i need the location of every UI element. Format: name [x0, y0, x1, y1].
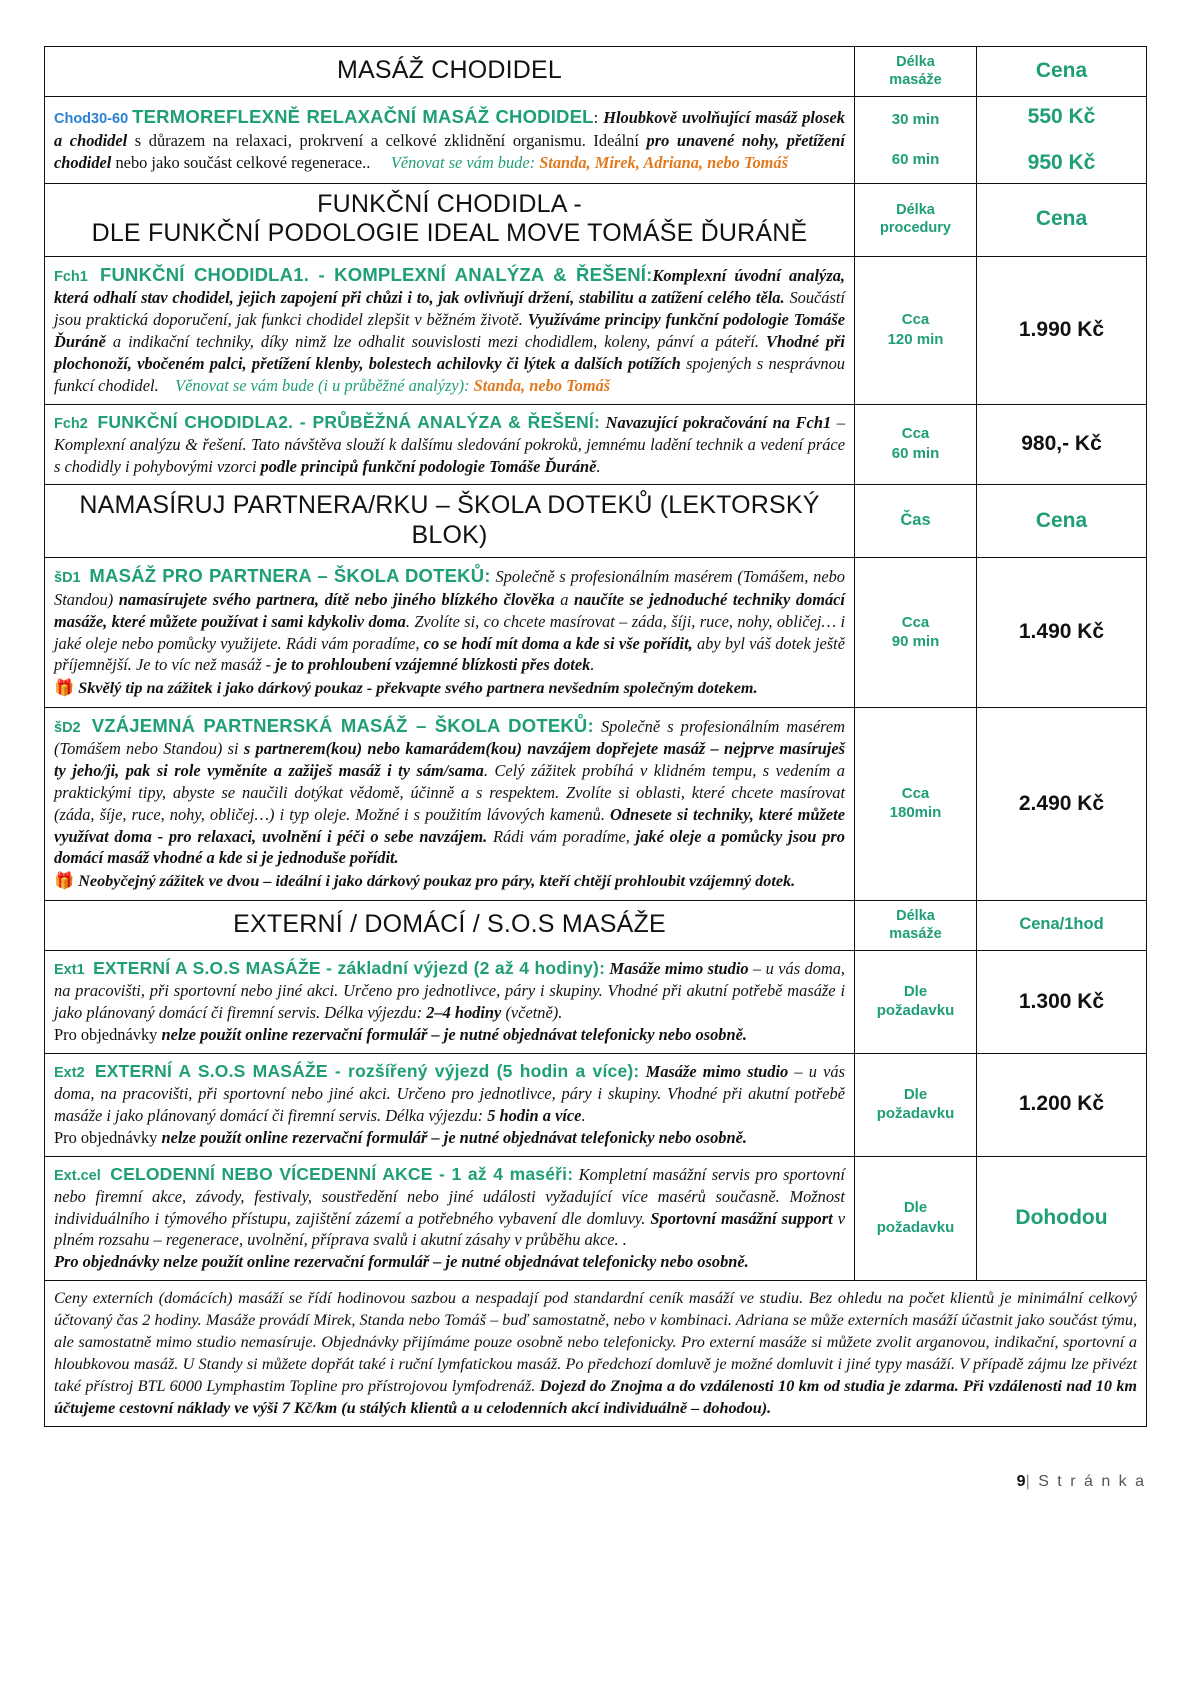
service-text-3: 5 hodin a více — [487, 1105, 582, 1125]
service-text-5: . Zvolíte si, co chcete masírovat – záda, šíji, ruce, nohy, obličej… i jaké oleje nebo pomůcky využijete. Rádi vám poradíme, — [54, 611, 845, 653]
service-duration — [855, 404, 977, 485]
service-text-3: . Celý zážitek probíhá v klidném tempu, s vedením a praktickými tipy, abyste se naučili dotýkat vědomě, účinně a s respektem. Zvolíte si oblasti, které chcete masírovat (záda, šíje, ruce, nohy, obličej…) i typ oleje. Možné i s použitím lávových kamenů. — [54, 761, 845, 824]
gift-icon: 🎁 — [54, 679, 75, 698]
section-title-sub: (LEKTORSKÝ BLOK) — [411, 491, 820, 549]
duration-option-2: 60 min — [891, 150, 940, 168]
section-header-row-chodidel — [45, 47, 1147, 97]
service-price: 1.200 Kč — [977, 1053, 1147, 1156]
service-description-sd1 — [45, 558, 855, 707]
service-text-6: co se hodí mít doma a kde si vše pořídit, — [423, 633, 693, 653]
service-title: CELODENNÍ NEBO VÍCEDENNÍ AKCE - 1 až 4 maséři: — [110, 1163, 574, 1184]
service-duration — [855, 951, 977, 1054]
duration-line1: Cca — [901, 425, 930, 443]
section-title-externi: EXTERNÍ / DOMÁCÍ / S.O.S MASÁŽE — [45, 900, 855, 950]
duration-line2: požadavku — [876, 1002, 955, 1020]
column-header-duration: Čas — [855, 485, 977, 558]
service-text-2: namasírujete svého partnera, dítě nebo jiného blízkého člověka — [118, 590, 555, 609]
service-text-4: . — [622, 1230, 627, 1250]
service-title: VZÁJEMNÁ PARTNERSKÁ MASÁŽ – ŠKOLA DOTEKŮ: — [91, 714, 594, 736]
page-word: S t r á n k a — [1038, 1473, 1146, 1491]
service-text-3: v plném rozsahu – regenerace, uvolnění, příprava svalů i akutní zásahy v průběhu akce. — [54, 1208, 845, 1250]
staff-note — [175, 376, 610, 395]
duration-line1: Cca — [901, 311, 930, 329]
duration-line2: 120 min — [887, 330, 944, 348]
service-price: 2.490 Kč — [977, 707, 1147, 900]
service-duration — [855, 707, 977, 900]
service-text-4: naučíte se jednoduché techniky domácí masáže, které můžete používat i sami kdykoliv doma — [54, 590, 845, 631]
service-duration — [855, 1053, 977, 1156]
staff-note-names: Standa, Mirek, Adriana, nebo Tomáš — [539, 152, 788, 172]
service-text-4: . — [581, 1105, 586, 1125]
order-note-line — [54, 1127, 845, 1149]
section-title-main: NAMASÍRUJ PARTNERA/RKU – ŠKOLA DOTEKŮ — [79, 491, 653, 520]
order-note-line — [54, 1024, 845, 1046]
section-title-skola-doteku — [45, 485, 855, 558]
service-text-5: Rádi vám poradíme, — [493, 826, 630, 846]
price-list-table — [44, 46, 1147, 1427]
duration-header-line1: Délka — [896, 907, 935, 924]
service-price: Dohodou — [977, 1156, 1147, 1281]
gift-icon: 🎁 — [54, 872, 75, 891]
service-text-2: s partnerem(kou) nebo kamarádem(kou) navzájem dopřejete masáž – nejprve masíruješ ty jeho/ji, pak si role vyměníte a zažiješ masáž i ty sám/sama — [54, 739, 845, 781]
service-duration — [855, 558, 977, 707]
service-price: 980,- Kč — [977, 404, 1147, 485]
duration-line2: požadavku — [876, 1105, 955, 1123]
service-tip-text: Neobyčejný zážitek ve dvou – ideální i jako dárkový poukaz pro páry, kteří chtějí prohloubit vzájemný dotek. — [78, 872, 796, 891]
table-row — [45, 707, 1147, 900]
service-description-chod30-60 — [45, 97, 855, 184]
table-row — [45, 1053, 1147, 1156]
duration-header-line2: masáže — [889, 925, 942, 942]
service-text-3: podle principů funkční podologie Tomáše Ďuráně — [260, 456, 597, 476]
service-title: TERMOREFLEXNĚ RELAXAČNÍ MASÁŽ CHODIDEL — [132, 106, 594, 128]
table-row — [45, 97, 1147, 184]
service-code: Chod30-60 — [54, 111, 129, 128]
section-title-chodidel: MASÁŽ CHODIDEL — [45, 47, 855, 97]
service-description-extcel — [45, 1156, 855, 1281]
service-title: EXTERNÍ A S.O.S MASÁŽE - rozšířený výjezd (5 hodin a více): — [94, 1060, 640, 1081]
service-text-1: Navazující pokračování na Fch1 — [605, 412, 832, 432]
duration-line1: Dle — [903, 1199, 928, 1217]
table-row — [45, 558, 1147, 707]
service-code: Ext2 — [54, 1064, 85, 1081]
service-price: 1.300 Kč — [977, 951, 1147, 1054]
table-row — [45, 404, 1147, 485]
section-title-line2: DLE FUNKČNÍ PODOLOGIE IDEAL MOVE TOMÁŠE ĎURÁNĚ — [91, 219, 808, 248]
service-price: 1.490 Kč — [977, 558, 1147, 707]
service-text-1: Hloubkově uvolňující masáž plosek a chodidel — [54, 108, 845, 151]
page-footer — [44, 1473, 1146, 1491]
footer-note-bold: Dojezd do Znojma a do vzdálenosti 10 km od studia je zdarma. Při vzdálenosti nad 10 km účtujeme cestovní náklady ve výši 7 Kč/km (u stálých klientů a u celodenních akcí individuálně – dohodou). — [54, 1377, 1138, 1418]
service-title: MASÁŽ PRO PARTNERA – ŠKOLA DOTEKŮ: — [89, 565, 491, 587]
duration-option-1: 30 min — [891, 111, 940, 129]
service-text-4: a indikační techniky, díky nimž lze odhalit souvislosti mezi chodidlem, koleny, pánví a páteří. — [112, 332, 760, 352]
service-text-7: aby byl váš dotek ještě příjemnější. Je to víc než masáž - — [54, 633, 845, 675]
service-description-ext1 — [45, 951, 855, 1054]
duration-line1: Cca — [901, 784, 930, 802]
table-row — [45, 256, 1147, 404]
service-text-4: (včetně). — [505, 1003, 563, 1023]
service-text-5: Pro objednávky — [54, 1127, 158, 1147]
footer-note-row — [45, 1281, 1147, 1427]
duration-line1: Dle — [903, 1085, 928, 1103]
service-text-3: 2–4 hodiny — [426, 1003, 502, 1023]
service-text-1: Společně s profesionálním masérem (Tomášem, nebo Standou) — [54, 567, 845, 609]
service-text-1: Komplexní úvodní analýza, která odhalí stav chodidel, jejich zapojení při chůzi i to, jak ovlivňují držení, stabilitu a zatížení celého těla. — [54, 265, 845, 308]
section-header-row-skola-doteku — [45, 485, 1147, 558]
service-text-3: Využíváme principy funkční podologie Tomáše Ďuráně — [54, 310, 845, 352]
section-title-funkcni-chodidla — [45, 183, 855, 256]
service-text-6: nelze použít online rezervační formulář – je nutné objednávat telefonicky nebo osobně. — [161, 1024, 747, 1044]
service-duration — [855, 256, 977, 404]
column-header-price: Cena — [977, 183, 1147, 256]
duration-header-line1: Délka — [896, 54, 935, 70]
table-row — [45, 1156, 1147, 1281]
service-code: Ext.cel — [54, 1167, 101, 1184]
service-text-2: – Komplexní analýzu & řešení. Tato návštěva slouží k dalšímu sledování pokroků, jemnému ladění technik a vedení práce s chodidly i pohybovými vzorci — [54, 412, 845, 476]
column-header-duration — [855, 183, 977, 256]
service-text-5: Vhodné při plochonoží, vbočeném palci, přetížení klenby, bolestech achilovky či lýtek a dalších potížích — [54, 332, 845, 373]
service-text-4: nebo jako součást celkové regenerace.. — [115, 152, 371, 172]
service-price: 1.990 Kč — [977, 256, 1147, 404]
service-text-2: Součástí jsou praktická doporučení, jak funkci chodidel zlepšit v běžném životě. — [54, 288, 845, 330]
column-header-duration — [855, 900, 977, 950]
staff-note — [391, 153, 788, 172]
service-text-6: nelze použít online rezervační formulář – je nutné objednávat telefonicky nebo osobně. — [161, 1127, 747, 1147]
service-text-2: – u vás doma, na pracovišti, při sportovní nebo jiné akci. Určeno pro jednotlivce, páry i skupiny. Vhodné při akutní potřebě masáže i jako plánovaný domácí či firemní servis. Délka výjezdu: — [54, 959, 846, 1023]
service-text-1: Masáže mimo studio — [609, 959, 749, 979]
service-text-1: Kompletní masážní servis pro sportovní nebo firemní akce, závody, festivaly, soustředění nebo jiné události vyžadující více masérů současně. Možnost individuálního i týmového přístupu, zajištění zázemí a potřebného vybavení dle domluvy. — [54, 1164, 845, 1228]
footer-note-text: Ceny externích (domácích) masáží se řídí hodinovou sazbou a nespadají pod standardní ceník masáží ve studiu. Bez ohledu na počet klientů je minimální celkový účtovaný čas 2 hodiny. Masáže provádí Mirek, Standa nebo Tomáš – buď samostatně, nebo v kombinaci. Adriana se může externích masáží účastnit jako součást týmu, ale samostatně mimo studio nemasíruje. Objednávky přijímáme pouze osobně nebo telefonicky. Pro externí masáže si můžete zvolit arganovou, indikační, sportovní a hloubkovou masáž. U Standy si můžete dopřát také i ruční lymfatickou masáž. Po předchozí domluvě je možné domluvit i jiné typy masáží. V případě zájmu lze přivézt také přístroj BTL 6000 Lymphastim Topline pro přístrojovou lymfodrenáž. — [54, 1289, 1137, 1396]
service-tip-text: Skvělý tip na zážitek i jako dárkový poukaz - překvapte svého partnera nevšedním společným dotekem. — [78, 679, 758, 698]
column-header-price: Cena — [977, 485, 1147, 558]
duration-line2: 60 min — [891, 444, 940, 462]
service-code: Ext1 — [54, 962, 85, 979]
duration-line2: 180min — [889, 804, 942, 822]
service-text-9: . — [590, 655, 595, 675]
duration-line1: Cca — [901, 613, 930, 631]
service-title: EXTERNÍ A S.O.S MASÁŽE - základní výjezd (2 až 4 hodiny): — [93, 958, 606, 979]
order-note-line — [54, 1251, 845, 1273]
service-code: Fch1 — [54, 268, 88, 285]
service-text-6: spojených s nesprávnou funkcí chodidel. — [54, 353, 846, 395]
service-text-2: Sportovní masážní support — [650, 1208, 833, 1228]
service-description-fch1 — [45, 256, 855, 404]
price-option-2: 950 Kč — [1027, 150, 1096, 174]
service-description-fch2 — [45, 404, 855, 485]
column-header-duration — [855, 47, 977, 97]
service-text-3: a — [560, 590, 569, 609]
duration-line1: Dle — [903, 982, 928, 1000]
service-duration — [855, 1156, 977, 1281]
service-price — [977, 97, 1147, 184]
service-code: šD2 — [54, 719, 81, 736]
service-code: Fch2 — [54, 415, 88, 432]
duration-header-line2: procedury — [880, 220, 951, 237]
section-header-row-externi — [45, 900, 1147, 950]
duration-header-line1: Délka — [896, 202, 935, 219]
service-text-6: jaké oleje a pomůcky jsou pro domácí masáž vhodné a kde si je jednoduše pořídit. — [54, 826, 845, 868]
service-tip-line — [54, 871, 845, 893]
table-row — [45, 951, 1147, 1054]
column-header-price: Cena — [977, 47, 1147, 97]
duration-line2: 90 min — [891, 633, 940, 651]
page-separator: | — [1025, 1473, 1032, 1491]
service-code: šD1 — [54, 570, 81, 587]
staff-note-names: Standa, nebo Tomáš — [473, 375, 611, 395]
service-text-1: Masáže mimo studio — [645, 1061, 789, 1081]
service-text-8: je to prohloubení vzájemné blízkosti přes dotek — [275, 655, 591, 675]
service-text-1: Společně s profesionálním masérem (Tomášem nebo Standou) si — [54, 716, 845, 759]
service-title: FUNKČNÍ CHODIDLA2. - PRŮBĚŽNÁ ANALÝZA & ŘEŠENÍ: — [97, 411, 601, 432]
staff-note-lead: Věnovat se vám bude: — [390, 152, 540, 172]
duration-header-line2: masáže — [889, 72, 942, 89]
service-description-sd2 — [45, 707, 855, 900]
service-tip-line — [54, 678, 845, 700]
service-duration — [855, 97, 977, 184]
service-text-2: s důrazem na relaxaci, prokrvení a celkové zklidnění organismu. Ideální — [134, 131, 639, 151]
service-title: FUNKČNÍ CHODIDLA1. - KOMPLEXNÍ ANALÝZA & ŘEŠENÍ: — [99, 263, 653, 285]
staff-note-lead: Věnovat se vám bude (i u průběžné analýzy): — [175, 375, 474, 395]
service-text-2: – u vás doma, na pracovišti, při sportovní nebo jiné akci. Určeno pro jednotlivce, páry i skupiny. Vhodné při akutní potřebě masáže i jako plánovaný domácí či firemní servis. Délka výjezdu: — [54, 1061, 845, 1125]
service-description-ext2 — [45, 1053, 855, 1156]
page-number: 9 — [1016, 1473, 1026, 1491]
service-text-5: Pro objednávky nelze použít online rezervační formulář – je nutné objednávat telefonicky nebo osobně. — [54, 1252, 749, 1272]
section-header-row-funkcni-chodidla — [45, 183, 1147, 256]
column-header-price: Cena/1hod — [977, 900, 1147, 950]
price-option-1: 550 Kč — [1027, 105, 1096, 129]
duration-line2: požadavku — [876, 1218, 955, 1236]
colon: : — [593, 108, 604, 128]
service-text-5: Pro objednávky — [54, 1024, 158, 1044]
footer-note — [45, 1281, 1147, 1427]
service-text-4: . — [596, 456, 601, 476]
service-text-3: pro unavené nohy, přetížení chodidel — [54, 131, 845, 172]
section-title-line1: FUNKČNÍ CHODIDLA - — [317, 189, 582, 218]
service-text-4: Odnesete si techniky, které můžete využívat doma - pro relaxaci, uvolnění i péči o sebe navzájem. — [54, 804, 845, 846]
